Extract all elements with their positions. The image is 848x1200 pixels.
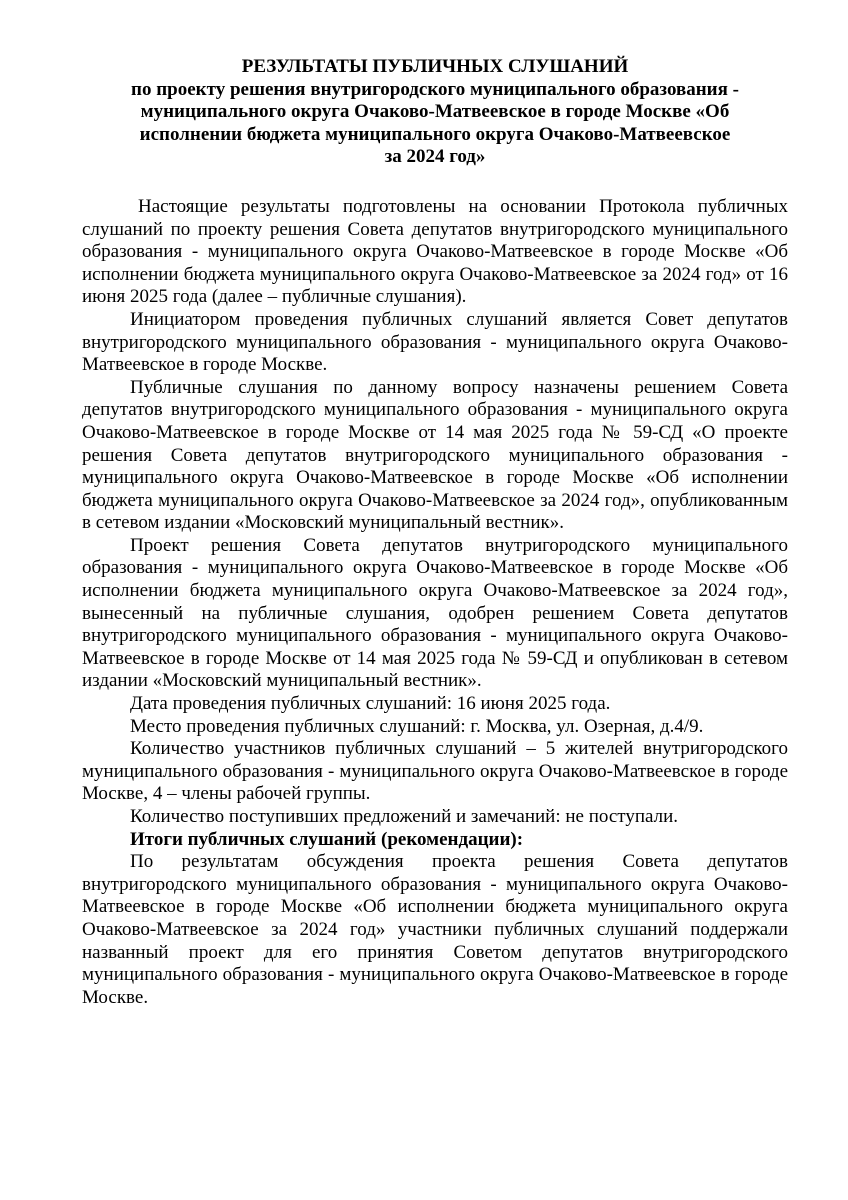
paragraph-appointment: Публичные слушания по данному вопросу назначены решением Совета депутатов внутригородского муниципального образования - муниципального округа Очаково-Матвеевское в городе Москве от 14 мая 2025 года № 59-СД «О проекте решения Совета депутатов внутригородского муниципального образования - муниципального округа Очаково-Матвеевское в городе Москве «Об исполнении бюджета муниципального округа Очаково-Матвеевское за 2024 год», опубликованным в сетевом издании «Московский муниципальный вестник». [82, 376, 788, 534]
document-body [82, 196, 788, 1009]
paragraph-participants: Количество участников публичных слушаний – 5 жителей внутригородского муниципального образования - муниципального округа Очаково-Матвеевское в городе Москве, 4 – члены рабочей группы. [82, 738, 788, 805]
paragraph-initiator: Инициатором проведения публичных слушаний является Совет депутатов внутригородского муниципального образования - муниципального округа Очаково-Матвеевское в городе Москве. [82, 308, 788, 376]
paragraph-results: По результатам обсуждения проекта решения Совета депутатов внутригородского муниципального образования - муниципального округа Очаково-Матвеевское в городе Москве «Об исполнении бюджета муниципального округа Очаково-Матвеевское за 2024 год» участники публичных слушаний поддержали названный проект для его принятия Советом депутатов внутригородского муниципального образования - муниципального округа Очаково-Матвеевское в городе Москве. [82, 851, 788, 1008]
results-heading: Итоги публичных слушаний (рекомендации): [130, 828, 524, 850]
title-line-1: РЕЗУЛЬТАТЫ ПУБЛИЧНЫХ СЛУШАНИЙ [241, 56, 629, 77]
paragraph-place: Место проведения публичных слушаний: г. Москва, ул. Озерная, д.4/9. [130, 715, 704, 737]
title-line-3: муниципального округа Очаково-Матвеевское в городе Москве «Об [140, 101, 730, 123]
paragraph-basis: Настоящие результаты подготовлены на основании Протокола публичных слушаний по проекту решения Совета депутатов внутригородского муниципального образования - муниципального округа Очаково-Матвеевское в городе Москве «Об исполнении бюджета муниципального округа Очаково-Матвеевское за 2024 год» от 16 июня 2025 года (далее – публичные слушания). [82, 195, 788, 308]
document-title [82, 56, 788, 169]
paragraph-date: Дата проведения публичных слушаний: 16 июня 2025 года. [130, 693, 611, 715]
paragraph-draft-approval: Проект решения Совета депутатов внутригородского муниципального образования - муниципального округа Очаково-Матвеевское в городе Москве «Об исполнении бюджета муниципального округа Очаково-Матвеевское за 2024 год», вынесенный на публичные слушания, одобрен решением Совета депутатов внутригородского муниципального образования - муниципального округа Очаково-Матвеевское в городе Москве от 14 мая 2025 года № 59-СД и опубликован в сетевом издании «Московский муниципальный вестник». [82, 534, 788, 692]
title-line-4: исполнении бюджета муниципального округа Очаково-Матвеевское [139, 123, 731, 145]
title-line-5: за 2024 год» [384, 146, 486, 168]
paragraph-proposals: Количество поступивших предложений и замечаний: не поступали. [130, 806, 678, 827]
document-page [82, 56, 788, 1009]
title-line-2: по проекту решения внутригородского муниципального образования - [131, 78, 739, 100]
